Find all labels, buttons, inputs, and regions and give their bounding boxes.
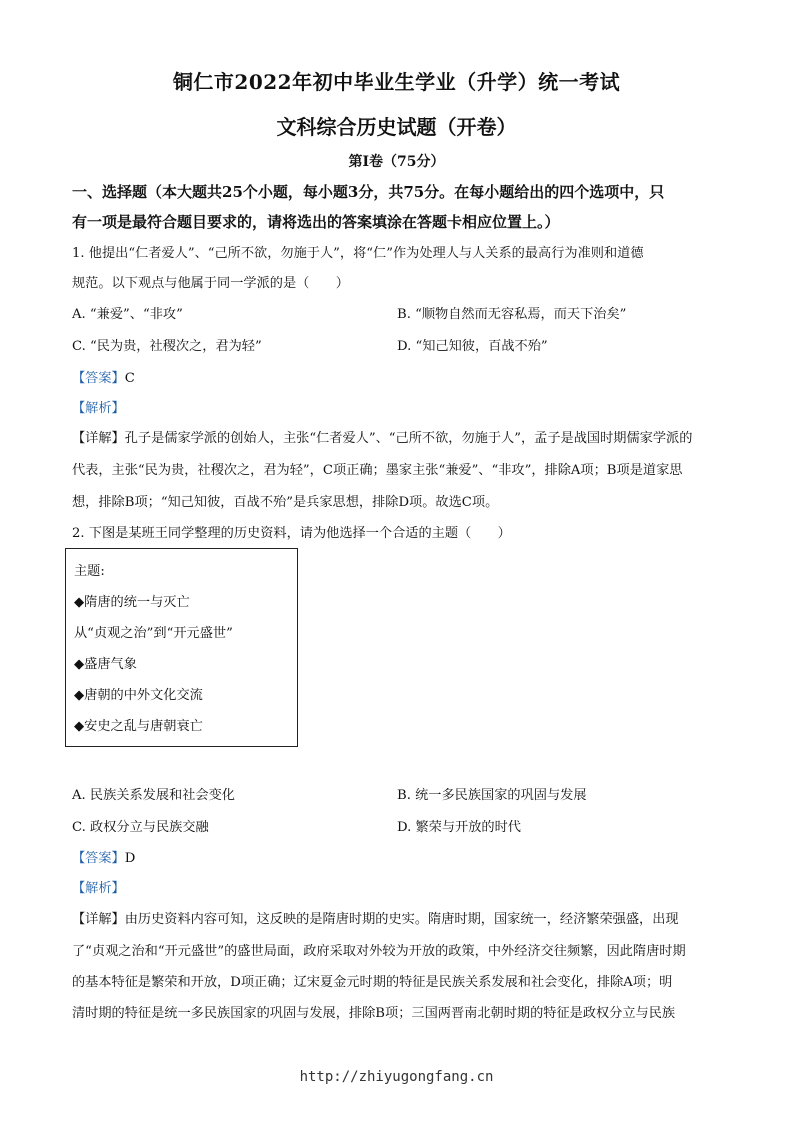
q2-option-a: A. 民族关系发展和社会变化: [72, 788, 235, 803]
detail-tag: 【详解】: [72, 912, 125, 927]
q2-detail-line2: 了“贞观之治和“开元盛世”的盛世局面，政府采取对外较为开放的政策，中外经济交往频繁，因此隋唐时期: [72, 944, 686, 959]
q2-detail-line1: 【详解】由历史资料内容可知，这反映的是隋唐时期的史实。隋唐时期，国家统一，经济繁荣强盛，出现: [72, 912, 679, 927]
answer-value: C: [124, 371, 135, 386]
material-line: ◆唐朝的中外文化交流: [74, 688, 203, 703]
material-line: 从“贞观之治”到“开元盛世”: [74, 626, 233, 641]
q1-answer: [72, 369, 135, 389]
section-heading-line2: 有一项是最符合题目要求的，请将选出的答案填涂在答题卡相应位置上。）: [72, 213, 560, 231]
answer-tag: 【答案】: [72, 371, 125, 386]
q2-analysis-tag: 【解析】: [72, 881, 125, 896]
q2-option-b: B. 统一多民族国家的巩固与发展: [397, 788, 587, 803]
material-line: ◆盛唐气象: [74, 657, 137, 672]
q2-option-d: D. 繁荣与开放的时代: [397, 820, 521, 835]
detail-tag: 【详解】: [72, 431, 125, 446]
q1-option-a: A. “兼爱”、“非攻”: [72, 307, 183, 322]
q1-stem-line1: 1. 他提出“仁者爱人”、“己所不欲，勿施于人”，将“仁”作为处理人与人关系的最高行为准则和道德: [72, 246, 644, 261]
q2-answer: [72, 849, 135, 869]
q1-stem-line2: 规范。以下观点与他属于同一学派的是（ ）: [72, 276, 349, 291]
exam-subtitle: 文科综合历史试题（开卷）: [276, 115, 517, 139]
q2-stem: 2. 下图是某班王同学整理的历史资料，请为他选择一个合适的主题（ ）: [72, 526, 511, 541]
material-line: 主题:: [74, 564, 105, 579]
q1-detail-line3: 想，排除B项；“知己知彼，百战不殆”是兵家思想，排除D项。故选C项。: [72, 495, 499, 510]
answer-tag: 【答案】: [72, 851, 125, 866]
section-heading-line1: 一、选择题（本大题共25个小题，每小题3分，共75分。在每小题给出的四个选项中，只: [72, 183, 665, 201]
q1-detail-line1: 【详解】孔子是儒家学派的创始人，主张“仁者爱人”、“己所不欲，勿施于人”，孟子是战国时期儒家学派的: [72, 431, 693, 446]
footer-url: http://zhiyugongfang.cn: [299, 1069, 494, 1085]
q1-detail-line2: 代表，主张“民为贵，社稷次之，君为轻”，C项正确；墨家主张“兼爱”、“非攻”，排除A项；B项是道家思: [72, 463, 683, 478]
material-line: ◆安史之乱与唐朝衰亡: [74, 719, 203, 734]
answer-value: D: [124, 851, 136, 866]
q2-option-c: C. 政权分立与民族交融: [72, 820, 209, 835]
q2-detail-line3: 的基本特征是繁荣和开放，D项正确；辽宋夏金元时期的特征是民族关系发展和社会变化，排除A项；明: [72, 975, 673, 990]
q1-option-d: D. “知己知彼，百战不殆”: [397, 339, 548, 354]
q2-material-box: [65, 548, 298, 747]
material-line: ◆隋唐的统一与灭亡: [74, 595, 190, 610]
q1-option-b: B. “顺物自然而无容私焉，而天下治矣”: [397, 307, 627, 322]
q2-detail-line4: 清时期的特征是统一多民族国家的巩固与发展，排除B项；三国两晋南北朝时期的特征是政权分立与民族: [72, 1006, 676, 1021]
q1-option-c: C. “民为贵，社稷次之，君为轻”: [72, 339, 262, 354]
exam-title: 铜仁市2022年初中毕业生学业（升学）统一考试: [172, 70, 621, 94]
volume-label: 第Ⅰ卷（75分）: [348, 154, 445, 170]
q1-analysis-tag: 【解析】: [72, 401, 125, 416]
